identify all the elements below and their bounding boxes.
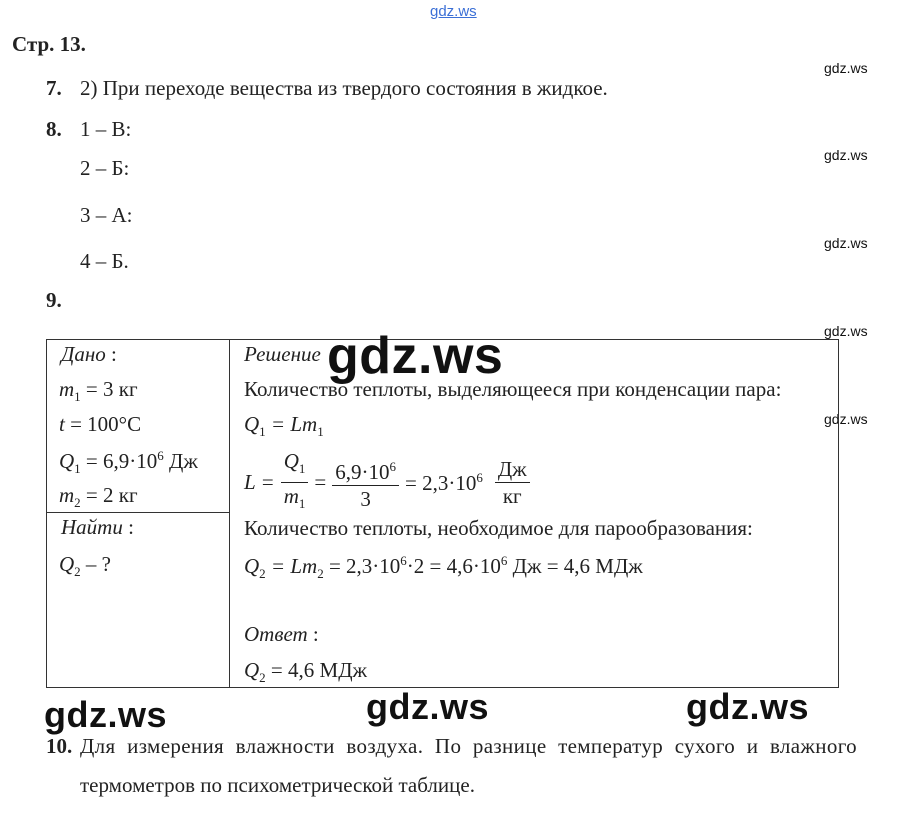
given-title: Дано: [61, 342, 106, 366]
watermark-top[interactable]: gdz.ws: [430, 3, 477, 20]
question-8-line: 2 – Б:: [80, 156, 130, 180]
answer-label: Ответ :: [244, 622, 319, 646]
solution-equation-2: $Q_2 = Lm_2 = 2,3\cdot 10^6\cdot 2 = 4,6\cdot 10^6$ Дж = 4,6 МДж: [244, 553, 643, 582]
question-7-number: 7.: [46, 76, 62, 100]
find-title: Найти: [61, 515, 123, 539]
watermark-small: gdz.ws: [824, 235, 868, 251]
given-cell: Дано : $m_1 = 3$ кг t = 100°С $Q_1 = 6,9\cdot 10^6$ Дж $m_2 = 2$ кг: [59, 342, 198, 511]
question-7-answer: 2) При переходе вещества из твердого состояния в жидкое.: [80, 76, 608, 100]
given-t: t = 100°С: [59, 412, 142, 436]
watermark-small: gdz.ws: [824, 147, 868, 163]
watermark-large: gdz.ws: [686, 686, 810, 727]
watermark-small: gdz.ws: [824, 323, 868, 339]
answer-value: $Q_2 = 4,6$ МДж: [244, 658, 368, 686]
find-cell: Найти : $Q_2$ – ?: [59, 515, 134, 580]
watermark-large: gdz.ws: [44, 694, 168, 735]
solution-equation-1: $Q_1 = Lm_1$: [244, 412, 324, 440]
solution-table: [46, 339, 839, 688]
watermark-large: gdz.ws: [327, 327, 504, 385]
question-10-number: 10.: [46, 734, 73, 758]
question-10-line-2: термометров по психометрической таблице.: [80, 773, 475, 797]
question-8-line: 3 – А:: [80, 203, 133, 227]
page-label: Стр. 13.: [12, 32, 86, 56]
question-10-line-1: Для измерения влажности воздуха. По разнице температур сухого и влажного: [80, 734, 858, 758]
solution-equation-L: L = $\frac{Q_1}{m_1}$ = $\frac{6,9\cdot 10^6}{3}$ = $2,3\cdot 10^6$ $\frac{Дж}{кг}$: [244, 448, 530, 517]
solution-line-2: Количество теплоты, необходимое для парообразования:: [244, 516, 753, 540]
watermark-small: gdz.ws: [824, 411, 868, 427]
solution-line-1: Количество теплоты, выделяющееся при конденсации пара:: [244, 377, 782, 401]
solution-title: Решение: [244, 342, 321, 366]
question-8-number: 8.: [46, 117, 62, 141]
watermark-large: gdz.ws: [366, 686, 490, 727]
question-8-line: 4 – Б.: [80, 249, 129, 273]
question-8-line: 1 – В:: [80, 117, 132, 141]
given-m2: $m_2 = 2$ кг: [59, 483, 138, 511]
watermark-small: gdz.ws: [824, 60, 868, 76]
question-9-number: 9.: [46, 288, 62, 312]
given-Q1: $Q_1 = 6,9\cdot 10^6$ Дж: [59, 448, 198, 477]
solution-cell: [230, 340, 838, 687]
find-value: $Q_2$ – ?: [59, 552, 111, 580]
given-m1: $m_1 = 3$ кг: [59, 377, 138, 405]
